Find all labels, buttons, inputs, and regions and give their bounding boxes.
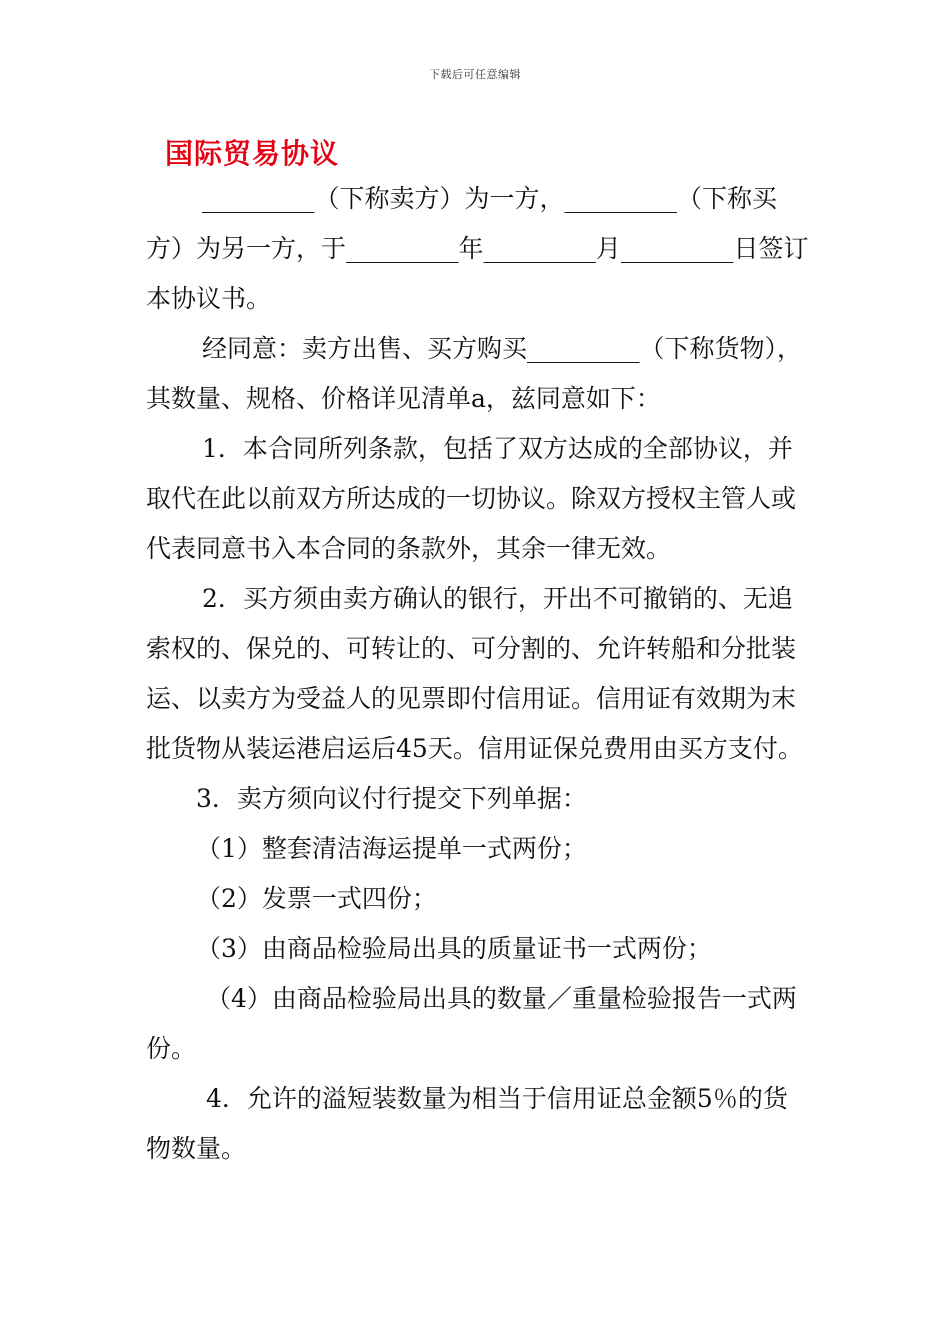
agreement-intro-paragraph: 经同意：卖方出售、买方购买_________（下称货物），其数量、规格、价格详见清单a，兹同意如下： [146, 334, 803, 413]
clause-3-item-4: （4）由商品检验局出具的数量／重量检验报告一式两份。 [146, 984, 797, 1063]
clause-3: 3．卖方须向议付行提交下列单据： [196, 784, 587, 813]
document-body [146, 174, 810, 1174]
page-header-note: 下载后可任意编辑 [429, 68, 521, 81]
parties-paragraph: _________（下称卖方）为一方，_________（下称买方）为另一方，于_________年_________月_________日签订本协议书。 [146, 184, 809, 313]
clause-3-item-3: （3）由商品检验局出具的质量证书一式两份； [196, 934, 712, 963]
clause-1: 1．本合同所列条款，包括了双方达成的全部协议，并取代在此以前双方所达成的一切协议。除双方授权主管人或代表同意书入本合同的条款外，其余一律无效。 [146, 434, 797, 563]
clause-2: 2．买方须由卖方确认的银行，开出不可撤销的、无追索权的、保兑的、可转让的、可分割的、允许转船和分批装运、以卖方为受益人的见票即付信用证。信用证有效期为末批货物从装运港启运后45天。信用证保兑费用由买方支付。 [146, 584, 803, 763]
clause-3-item-1: （1）整套清洁海运提单一式两份； [196, 834, 587, 863]
clause-4: 4．允许的溢短装数量为相当于信用证总金额5％的货物数量。 [146, 1084, 788, 1163]
document-title: 国际贸易协议 [165, 137, 340, 170]
clause-3-item-2: （2）发票一式四份； [196, 884, 437, 913]
